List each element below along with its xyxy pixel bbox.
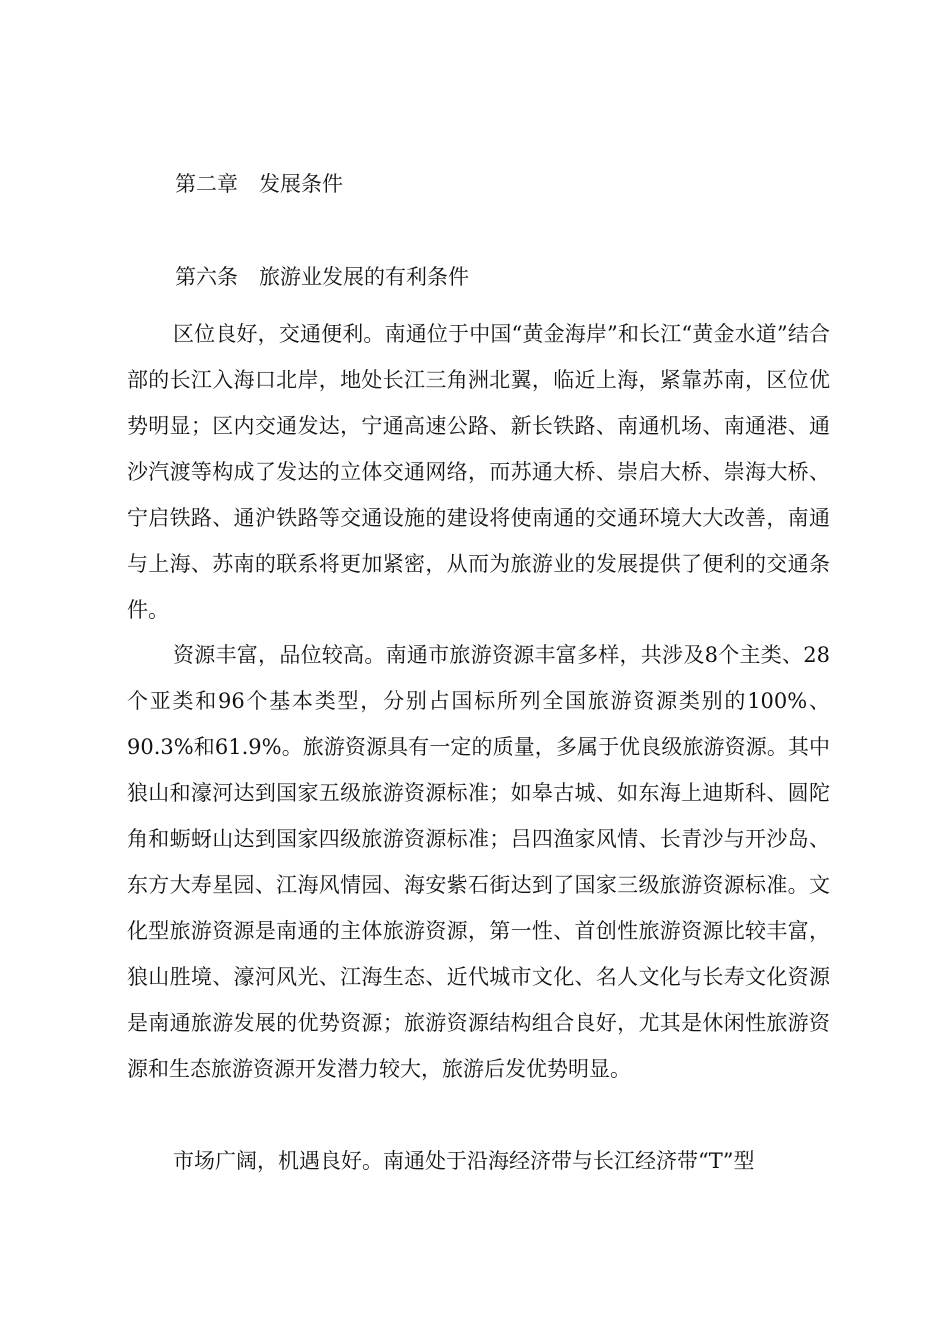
paragraph-resources: 资源丰富，品位较高。南通市旅游资源丰富多样，共涉及8个主类、28个亚类和96个基本类型，分别占国标所列全国旅游资源类别的100%、90.3%和61.9%。旅游资源具有一定的质量，多属于优良级旅游资源。其中狼山和濠河达到国家五级旅游资源标准；如皋古城、如东海上迪斯科、圆陀角和蛎蚜山达到国家四级旅游资源标准；吕四渔家风情、长青沙与开沙岛、东方大寿星园、江海风情园、海安紫石街达到了国家三级旅游资源标准。文化型旅游资源是南通的主体旅游资源，第一性、首创性旅游资源比较丰富，狼山胜境、濠河风光、江海生态、近代城市文化、名人文化与长寿文化资源是南通旅游发展的优势资源；旅游资源结构组合良好，尤其是休闲性旅游资源和生态旅游资源开发潜力较大，旅游后发优势明显。: [127, 643, 830, 1081]
chapter-heading: 第二章 发展条件: [175, 172, 343, 196]
paragraph-market: 市场广阔，机遇良好。南通处于沿海经济带与长江经济带“T”型: [173, 1149, 755, 1173]
paragraph-location-transport: 区位良好，交通便利。南通位于中国“黄金海岸”和长江“黄金水道”结合部的长江入海口北岸，地处长江三角洲北翼，临近上海，紧靠苏南，区位优势明显；区内交通发达，宁通高速公路、新长铁路、南通机场、南通港、通沙汽渡等构成了发达的立体交通网络，而苏通大桥、崇启大桥、崇海大桥、宁启铁路、通沪铁路等交通设施的建设将使南通的交通环境大大改善，南通与上海、苏南的联系将更加紧密，从而为旅游业的发展提供了便利的交通条件。: [127, 322, 830, 622]
article-heading: 第六条 旅游业发展的有利条件: [175, 265, 469, 289]
